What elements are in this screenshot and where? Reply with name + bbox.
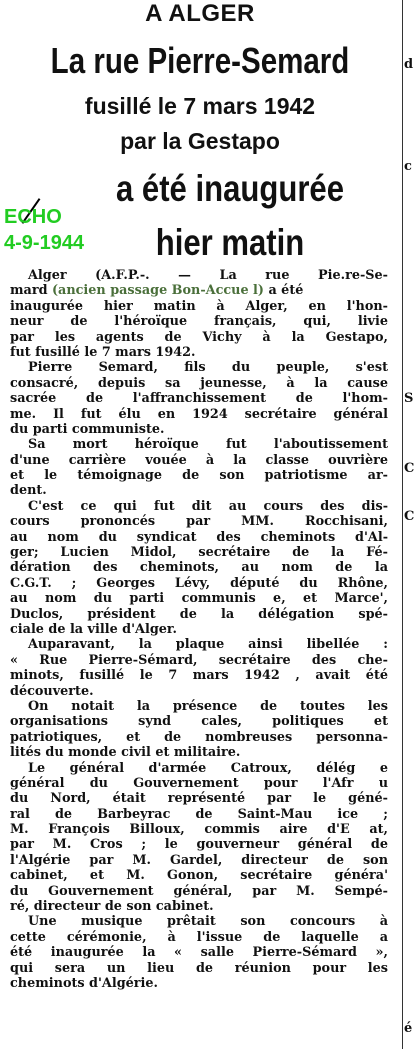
headline-line-3: par la Gestapo bbox=[120, 128, 280, 154]
article-line: ré, directeur de son cabinet. bbox=[10, 899, 214, 915]
article-line: C'est ce qui fut dit au cours des dis- bbox=[28, 498, 388, 514]
article-line: du Gouvernement général, par M. Sempé- bbox=[10, 883, 388, 899]
article-line: consacré, depuis sa jeunesse, à la cause bbox=[10, 375, 388, 391]
article-line: cours prononcés par MM. Rocchisani, bbox=[10, 514, 388, 530]
article-line: neur de l'héroïque français, qui, livie bbox=[10, 314, 388, 330]
article-line-end: a été bbox=[263, 283, 304, 299]
article-line: fut fusillé le 7 mars 1942. bbox=[10, 344, 196, 360]
article-line: Alger (A.F.P.-. — La rue Pie.re-Se- bbox=[28, 268, 388, 283]
article-line: Sa mort héroïque fut l'aboutissement bbox=[28, 437, 388, 453]
article-line: cheminots d'Algérie. bbox=[10, 975, 158, 991]
article-line: « Rue Pierre-Sémard, secrétaire des che- bbox=[10, 652, 388, 668]
column-divider bbox=[402, 0, 403, 1049]
article-line: M. François Billoux, commis aire d'E at, bbox=[10, 822, 388, 838]
article-line: ral de Barbeyrac de Saint-Mau ice ; bbox=[10, 806, 388, 822]
article-line: cabinet, et M. Gonon, secrétaire généra' bbox=[10, 868, 388, 884]
article-line: dération des cheminots, au nom de la bbox=[10, 560, 388, 576]
source-stamp-name: ECHO bbox=[4, 206, 62, 228]
edge-letter: é bbox=[404, 1021, 413, 1036]
article-line: C.G.T. ; Georges Lévy, député du Rhône, bbox=[10, 575, 388, 591]
article-body bbox=[10, 268, 388, 991]
article-line: inaugurée hier matin à Alger, en l'hon- bbox=[10, 298, 388, 314]
article-line: minots, fusillé le 7 mars 1942 , avait été bbox=[10, 668, 388, 684]
article-line: et le témoignage de son patriotisme ar- bbox=[10, 468, 388, 484]
article-line: du Nord, était représenté par le géné- bbox=[10, 791, 388, 807]
article-line: été inaugurée la « salle Pierre-Sémard », bbox=[10, 945, 388, 961]
headline-line-4: a été inaugurée bbox=[115, 168, 345, 209]
article-line: par les agents de Vichy à la Gestapo, bbox=[10, 329, 388, 345]
article-line: On notait la présence de toutes les bbox=[28, 698, 388, 714]
article-line: au nom du parti communis e, et Marce', bbox=[10, 591, 388, 607]
article-line: Auparavant, la plaque ainsi libellée : bbox=[28, 637, 388, 653]
article-line: me. Il fut élu en 1924 secrétaire général bbox=[10, 406, 388, 422]
edge-letter: c bbox=[404, 159, 412, 174]
article-line: sacrée de l'affranchissement de l'hom- bbox=[10, 391, 388, 407]
article-line: ciale de la ville d'Alger. bbox=[10, 621, 177, 637]
article-line: par M. Cros ; le gouverneur général de bbox=[10, 837, 388, 853]
article-line: au nom du syndicat des cheminots d'Al- bbox=[10, 529, 388, 545]
article-line: lités du monde civil et militaire. bbox=[10, 745, 241, 761]
article-line: qui sera un lieu de réunion pour les bbox=[10, 960, 388, 976]
article-line: découverte. bbox=[10, 683, 94, 699]
article-line: cette cérémonie, à l'issue de laquelle a bbox=[10, 929, 388, 945]
edge-letter: S bbox=[404, 391, 414, 406]
headline-line-2: fusillé le 7 mars 1942 bbox=[84, 93, 316, 119]
headline-line-1: La rue Pierre-Semard bbox=[50, 40, 350, 81]
edge-letter: d bbox=[404, 57, 414, 72]
edge-letter: C bbox=[404, 509, 414, 524]
article-line-start: mard bbox=[10, 283, 52, 299]
article-line: Une musique prêtait son concours à bbox=[28, 914, 388, 930]
article-line: l'Algérie par M. Gardel, directeur de son bbox=[10, 852, 388, 868]
highlighted-former-name: (ancien passage Bon-Accue l) bbox=[51, 283, 264, 299]
article-line: Duclos, président de la délégation spé- bbox=[10, 606, 388, 622]
article-line: dent. bbox=[10, 483, 47, 499]
article-line: ger; Lucien Midol, secrétaire de la Fé- bbox=[10, 545, 388, 561]
source-stamp-date: 4-9-1944 bbox=[4, 232, 85, 254]
article-line: Pierre Semard, fils du peuple, s'est bbox=[28, 360, 388, 376]
article-line: d'une carrière vouée à la classe ouvrière bbox=[10, 452, 388, 468]
edge-letter: C bbox=[404, 461, 414, 476]
article-line: Le général d'armée Catroux, délég e bbox=[28, 760, 388, 776]
headline-line-5: hier matin bbox=[155, 222, 305, 263]
article-line: organisations synd cales, politiques et bbox=[10, 714, 388, 730]
article-line: général du Gouvernement pour l'Afr u bbox=[10, 775, 388, 791]
article-line: patriotiques, et de nombreuses personna- bbox=[10, 729, 388, 745]
article-line bbox=[10, 283, 388, 298]
article-line: du parti communiste. bbox=[10, 421, 165, 437]
article-kicker: A ALGER bbox=[145, 0, 255, 27]
